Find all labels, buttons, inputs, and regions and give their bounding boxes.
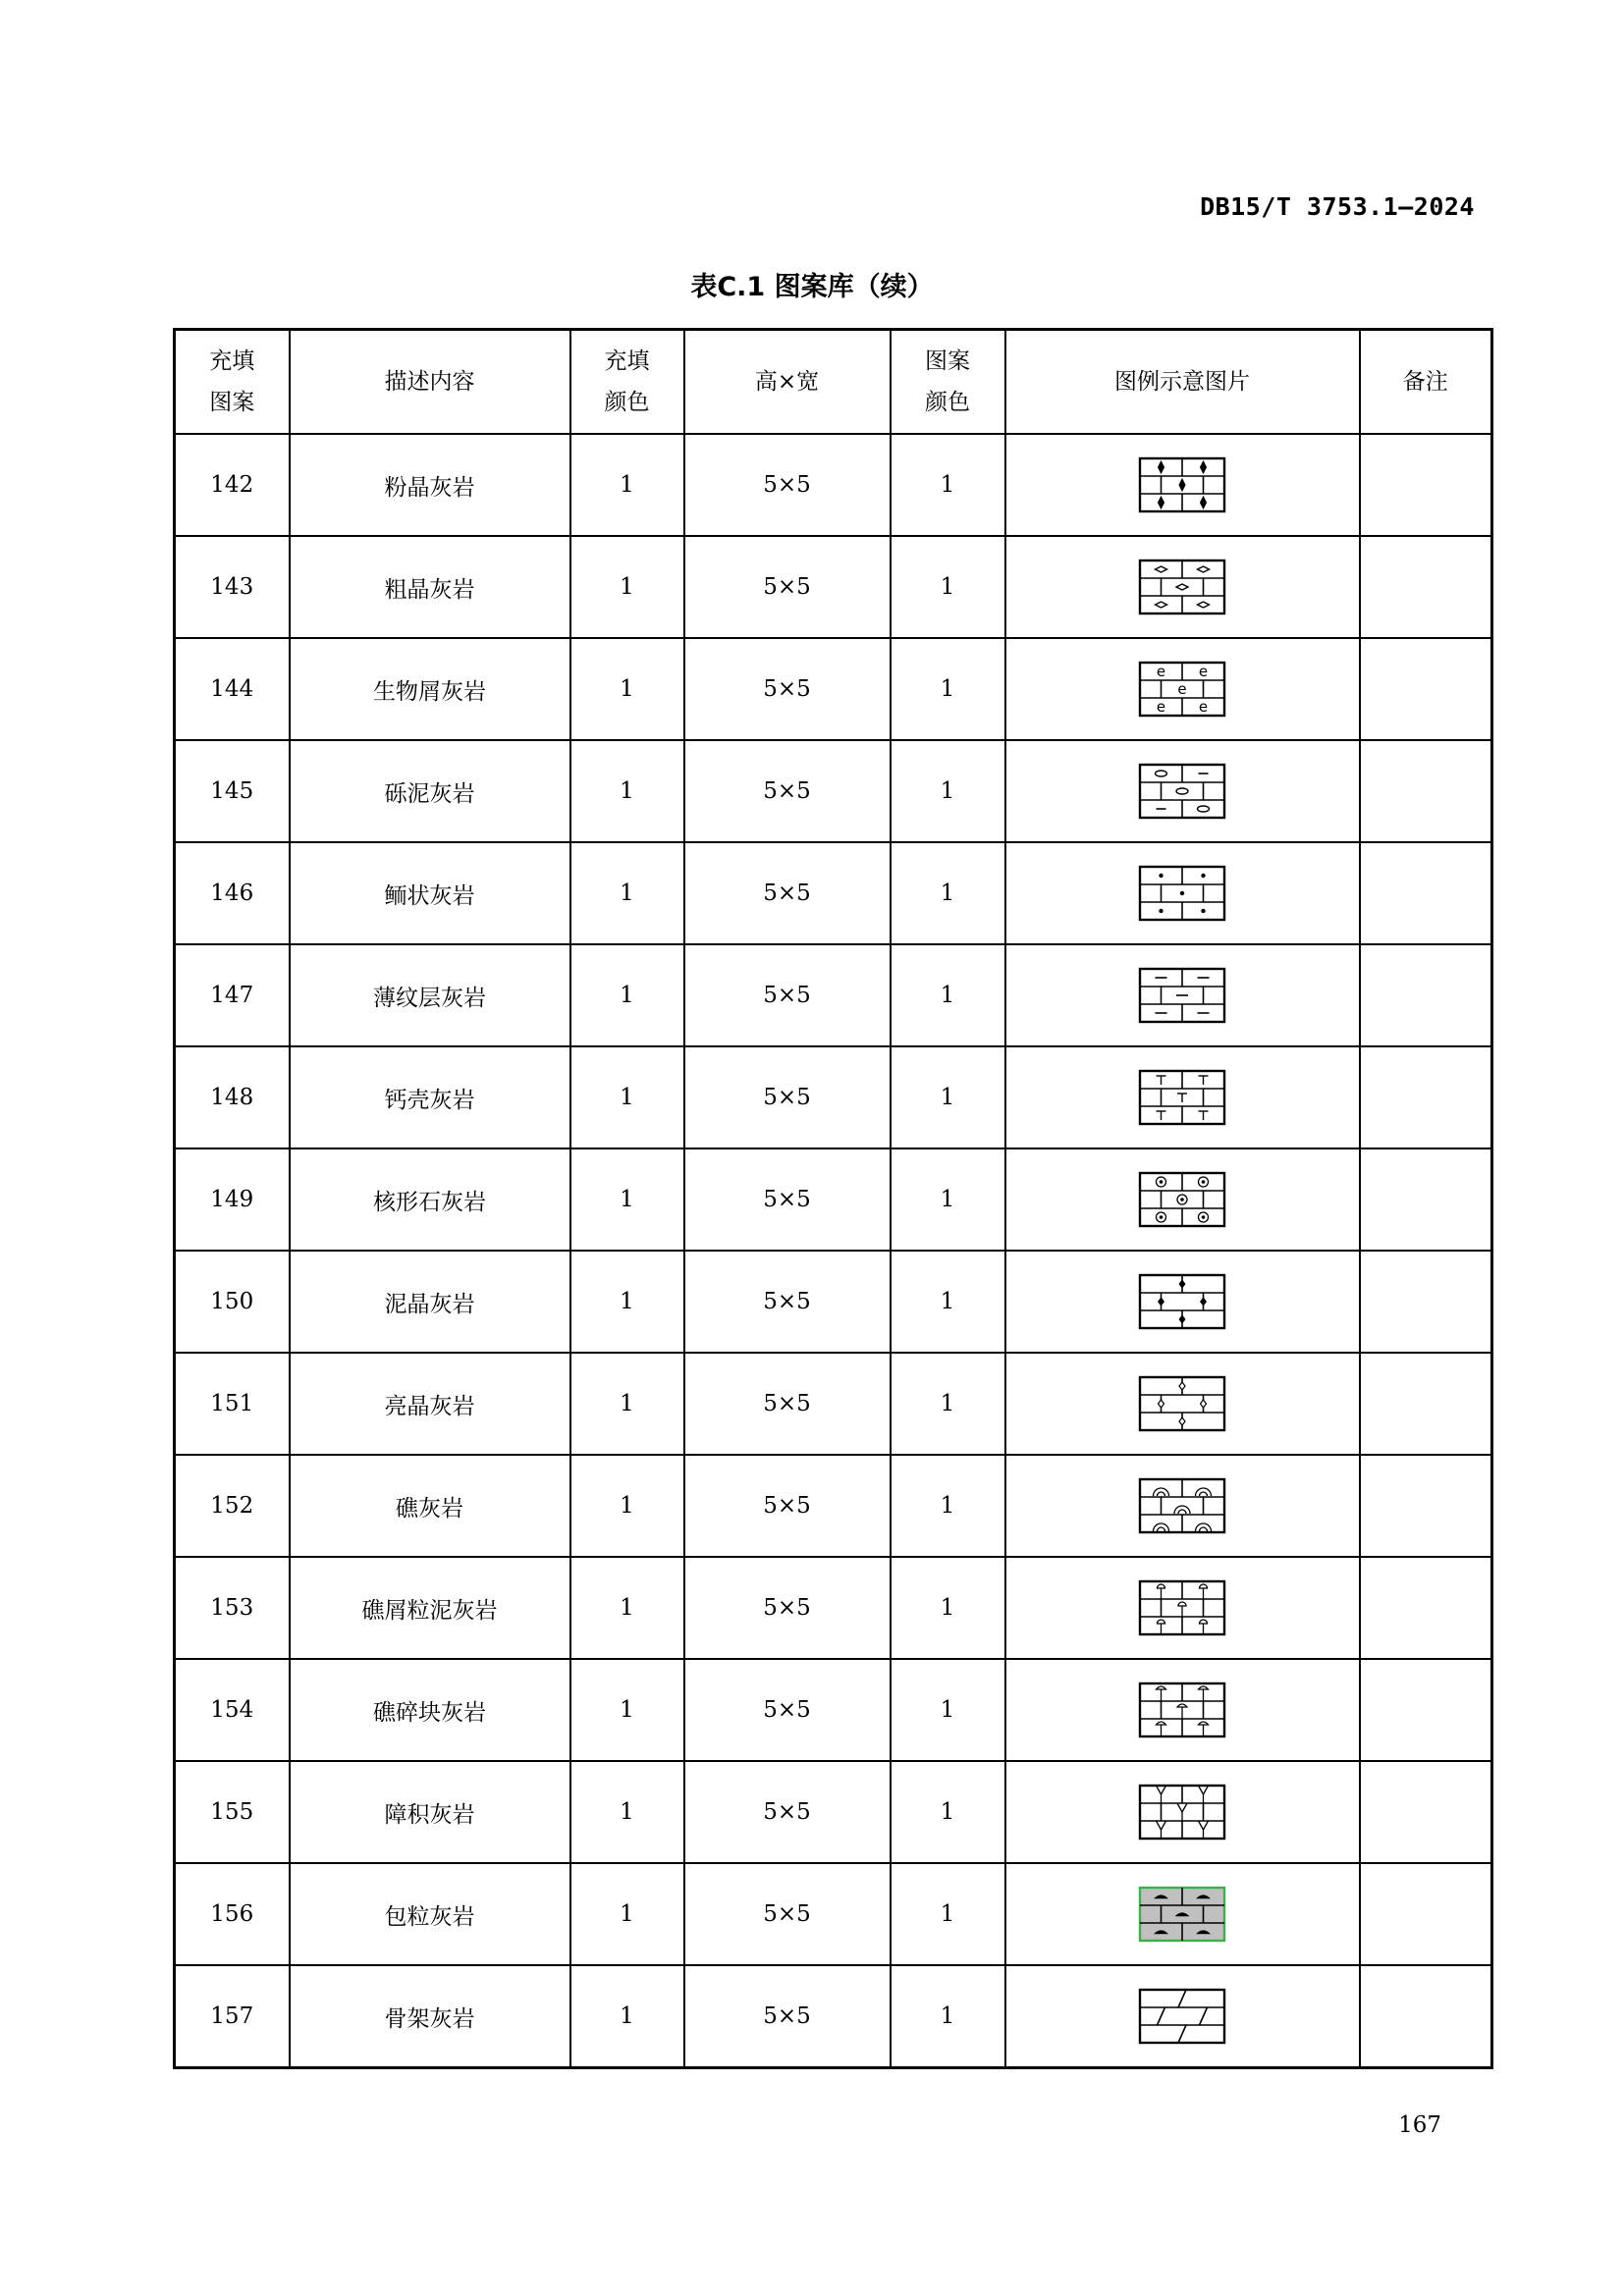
cell-size: 5×5 (684, 434, 891, 536)
cell-pattern-id: 142 (175, 434, 290, 536)
cell-description: 粗晶灰岩 (290, 536, 570, 638)
cell-pattern-id: 148 (175, 1046, 290, 1148)
cell-size: 5×5 (684, 740, 891, 842)
cell-fill-color: 1 (570, 1046, 684, 1148)
cell-fill-color: 1 (570, 434, 684, 536)
cell-size: 5×5 (684, 842, 891, 944)
cell-legend-image (1005, 1455, 1360, 1557)
cell-description: 礁碎块灰岩 (290, 1659, 570, 1761)
table-header-row (175, 330, 1492, 435)
cell-size: 5×5 (684, 1251, 891, 1353)
table-row (175, 434, 1492, 536)
cell-description: 砾泥灰岩 (290, 740, 570, 842)
concentric-circle-brick-icon (1138, 1171, 1226, 1228)
cell-size: 5×5 (684, 1557, 891, 1659)
cell-size: 5×5 (684, 1148, 891, 1251)
cell-pattern-id: 153 (175, 1557, 290, 1659)
cell-legend-image (1005, 1046, 1360, 1148)
cell-fill-color: 1 (570, 1251, 684, 1353)
cell-size: 5×5 (684, 638, 891, 740)
cell-fill-color: 1 (570, 1557, 684, 1659)
cell-size: 5×5 (684, 1046, 891, 1148)
cell-size: 5×5 (684, 944, 891, 1046)
cell-legend-image (1005, 1353, 1360, 1455)
arch-brick-icon (1138, 1477, 1226, 1534)
cell-pattern-color: 1 (891, 1659, 1005, 1761)
cell-pattern-color: 1 (891, 1455, 1005, 1557)
cell-pattern-color: 1 (891, 1353, 1005, 1455)
diamond-brick-icon (1138, 456, 1226, 513)
table-row (175, 1353, 1492, 1455)
solid-diamond-joint-brick-icon (1138, 1273, 1226, 1330)
cell-legend-image (1005, 944, 1360, 1046)
cell-pattern-id: 151 (175, 1353, 290, 1455)
cell-pattern-id: 146 (175, 842, 290, 944)
cell-description: 薄纹层灰岩 (290, 944, 570, 1046)
cell-remark (1360, 944, 1492, 1046)
cell-description: 礁灰岩 (290, 1455, 570, 1557)
open-diamond-joint-brick-icon (1138, 1375, 1226, 1432)
svg-text:e: e (1198, 698, 1209, 716)
cell-description: 泥晶灰岩 (290, 1251, 570, 1353)
cell-fill-color: 1 (570, 1148, 684, 1251)
cell-fill-color: 1 (570, 842, 684, 944)
header-legend-image: 图例示意图片 (1005, 330, 1360, 435)
cell-description: 亮晶灰岩 (290, 1353, 570, 1455)
cell-description: 核形石灰岩 (290, 1148, 570, 1251)
cell-description: 生物屑灰岩 (290, 638, 570, 740)
cell-description: 粉晶灰岩 (290, 434, 570, 536)
cell-pattern-color: 1 (891, 434, 1005, 536)
table-row (175, 1761, 1492, 1863)
cell-pattern-id: 157 (175, 1965, 290, 2068)
table-row (175, 1148, 1492, 1251)
pattern-library-table (173, 328, 1493, 2069)
cell-size: 5×5 (684, 1965, 891, 2068)
cell-description: 钙壳灰岩 (290, 1046, 570, 1148)
cell-pattern-id: 154 (175, 1659, 290, 1761)
cell-remark (1360, 740, 1492, 842)
cell-remark (1360, 842, 1492, 944)
table-row (175, 1659, 1492, 1761)
dot-brick-icon (1138, 865, 1226, 922)
header-fill-pattern-line1: 充填 (209, 348, 255, 374)
table-row (175, 1557, 1492, 1659)
cell-description: 鲕状灰岩 (290, 842, 570, 944)
cell-pattern-id: 155 (175, 1761, 290, 1863)
cell-fill-color: 1 (570, 1965, 684, 2068)
cell-size: 5×5 (684, 1455, 891, 1557)
cell-fill-color: 1 (570, 536, 684, 638)
flat-diamond-brick-icon (1138, 559, 1226, 615)
cell-pattern-color: 1 (891, 842, 1005, 944)
header-fill-color-line1: 充填 (604, 348, 650, 374)
cell-pattern-color: 1 (891, 1761, 1005, 1863)
cell-remark (1360, 1455, 1492, 1557)
header-description: 描述内容 (290, 330, 570, 435)
cell-remark (1360, 1659, 1492, 1761)
table-row (175, 740, 1492, 842)
cell-fill-color: 1 (570, 1659, 684, 1761)
header-fill-color-line2: 颜色 (604, 390, 650, 415)
cell-pattern-id: 143 (175, 536, 290, 638)
table-row (175, 536, 1492, 638)
table-row (175, 1863, 1492, 1965)
cell-size: 5×5 (684, 536, 891, 638)
cell-fill-color: 1 (570, 638, 684, 740)
e-letter-brick-icon (1138, 661, 1226, 718)
cell-description: 礁屑粒泥灰岩 (290, 1557, 570, 1659)
cell-pattern-id: 152 (175, 1455, 290, 1557)
cell-remark (1360, 1148, 1492, 1251)
cell-legend-image (1005, 1965, 1360, 2068)
table-row (175, 1251, 1492, 1353)
cell-fill-color: 1 (570, 1455, 684, 1557)
semicircle-stem-brick-icon (1138, 1579, 1226, 1636)
cell-remark (1360, 536, 1492, 638)
cell-pattern-color: 1 (891, 1251, 1005, 1353)
oval-dash-brick-icon (1138, 763, 1226, 820)
cell-legend-image (1005, 740, 1360, 842)
cell-fill-color: 1 (570, 740, 684, 842)
cell-legend-image (1005, 1863, 1360, 1965)
table-row (175, 842, 1492, 944)
header-remark: 备注 (1360, 330, 1492, 435)
header-pattern-color-line1: 图案 (925, 348, 970, 374)
cell-pattern-color: 1 (891, 1965, 1005, 2068)
cell-remark (1360, 1251, 1492, 1353)
cell-size: 5×5 (684, 1659, 891, 1761)
cell-remark (1360, 1761, 1492, 1863)
table-row (175, 638, 1492, 740)
cell-legend-image (1005, 1659, 1360, 1761)
cell-pattern-id: 150 (175, 1251, 290, 1353)
cell-remark (1360, 638, 1492, 740)
cell-pattern-color: 1 (891, 1557, 1005, 1659)
cell-remark (1360, 1046, 1492, 1148)
cell-legend-image (1005, 1761, 1360, 1863)
slanted-brick-icon (1138, 1988, 1226, 2045)
table-row (175, 1046, 1492, 1148)
cell-description: 障积灰岩 (290, 1761, 570, 1863)
cell-fill-color: 1 (570, 1761, 684, 1863)
document-code: DB15/T 3753.1—2024 (1200, 192, 1475, 221)
svg-text:e: e (1198, 663, 1209, 680)
cell-description: 包粒灰岩 (290, 1863, 570, 1965)
cell-legend-image (1005, 638, 1360, 740)
cell-pattern-color: 1 (891, 536, 1005, 638)
cell-pattern-id: 144 (175, 638, 290, 740)
table-row (175, 944, 1492, 1046)
cell-legend-image (1005, 434, 1360, 536)
header-fill-color (570, 330, 684, 435)
cell-pattern-color: 1 (891, 1148, 1005, 1251)
cell-fill-color: 1 (570, 944, 684, 1046)
cell-legend-image (1005, 1251, 1360, 1353)
cell-pattern-color: 1 (891, 740, 1005, 842)
header-pattern-color-line2: 颜色 (925, 390, 970, 415)
svg-text:e: e (1177, 680, 1187, 698)
cell-pattern-color: 1 (891, 1046, 1005, 1148)
cell-pattern-color: 1 (891, 944, 1005, 1046)
t-symbol-brick-icon (1138, 1069, 1226, 1126)
cell-legend-image (1005, 536, 1360, 638)
cell-description: 骨架灰岩 (290, 1965, 570, 2068)
cell-size: 5×5 (684, 1863, 891, 1965)
cell-remark (1360, 434, 1492, 536)
grey-dome-brick-icon (1138, 1886, 1226, 1943)
header-size: 高×宽 (684, 330, 891, 435)
cell-fill-color: 1 (570, 1353, 684, 1455)
dash-brick-icon (1138, 967, 1226, 1024)
cell-pattern-id: 156 (175, 1863, 290, 1965)
cell-legend-image (1005, 1557, 1360, 1659)
mushroom-brick-icon (1138, 1682, 1226, 1738)
cell-legend-image (1005, 1148, 1360, 1251)
svg-text:e: e (1156, 663, 1166, 680)
cell-pattern-color: 1 (891, 1863, 1005, 1965)
cell-pattern-id: 145 (175, 740, 290, 842)
page-number: 167 (1398, 2112, 1441, 2138)
cell-fill-color: 1 (570, 1863, 684, 1965)
header-pattern-color (891, 330, 1005, 435)
cell-pattern-color: 1 (891, 638, 1005, 740)
cell-remark (1360, 1863, 1492, 1965)
header-fill-pattern (175, 330, 290, 435)
svg-text:e: e (1156, 698, 1166, 716)
cell-pattern-id: 147 (175, 944, 290, 1046)
table-title: 表C.1 图案库（续） (690, 272, 934, 302)
cell-remark (1360, 1557, 1492, 1659)
table-row (175, 1455, 1492, 1557)
cell-size: 5×5 (684, 1761, 891, 1863)
cell-pattern-id: 149 (175, 1148, 290, 1251)
table-row (175, 1965, 1492, 2068)
cell-remark (1360, 1965, 1492, 2068)
y-symbol-brick-icon (1138, 1784, 1226, 1841)
header-fill-pattern-line2: 图案 (209, 390, 255, 415)
cell-size: 5×5 (684, 1353, 891, 1455)
cell-remark (1360, 1353, 1492, 1455)
cell-legend-image (1005, 842, 1360, 944)
